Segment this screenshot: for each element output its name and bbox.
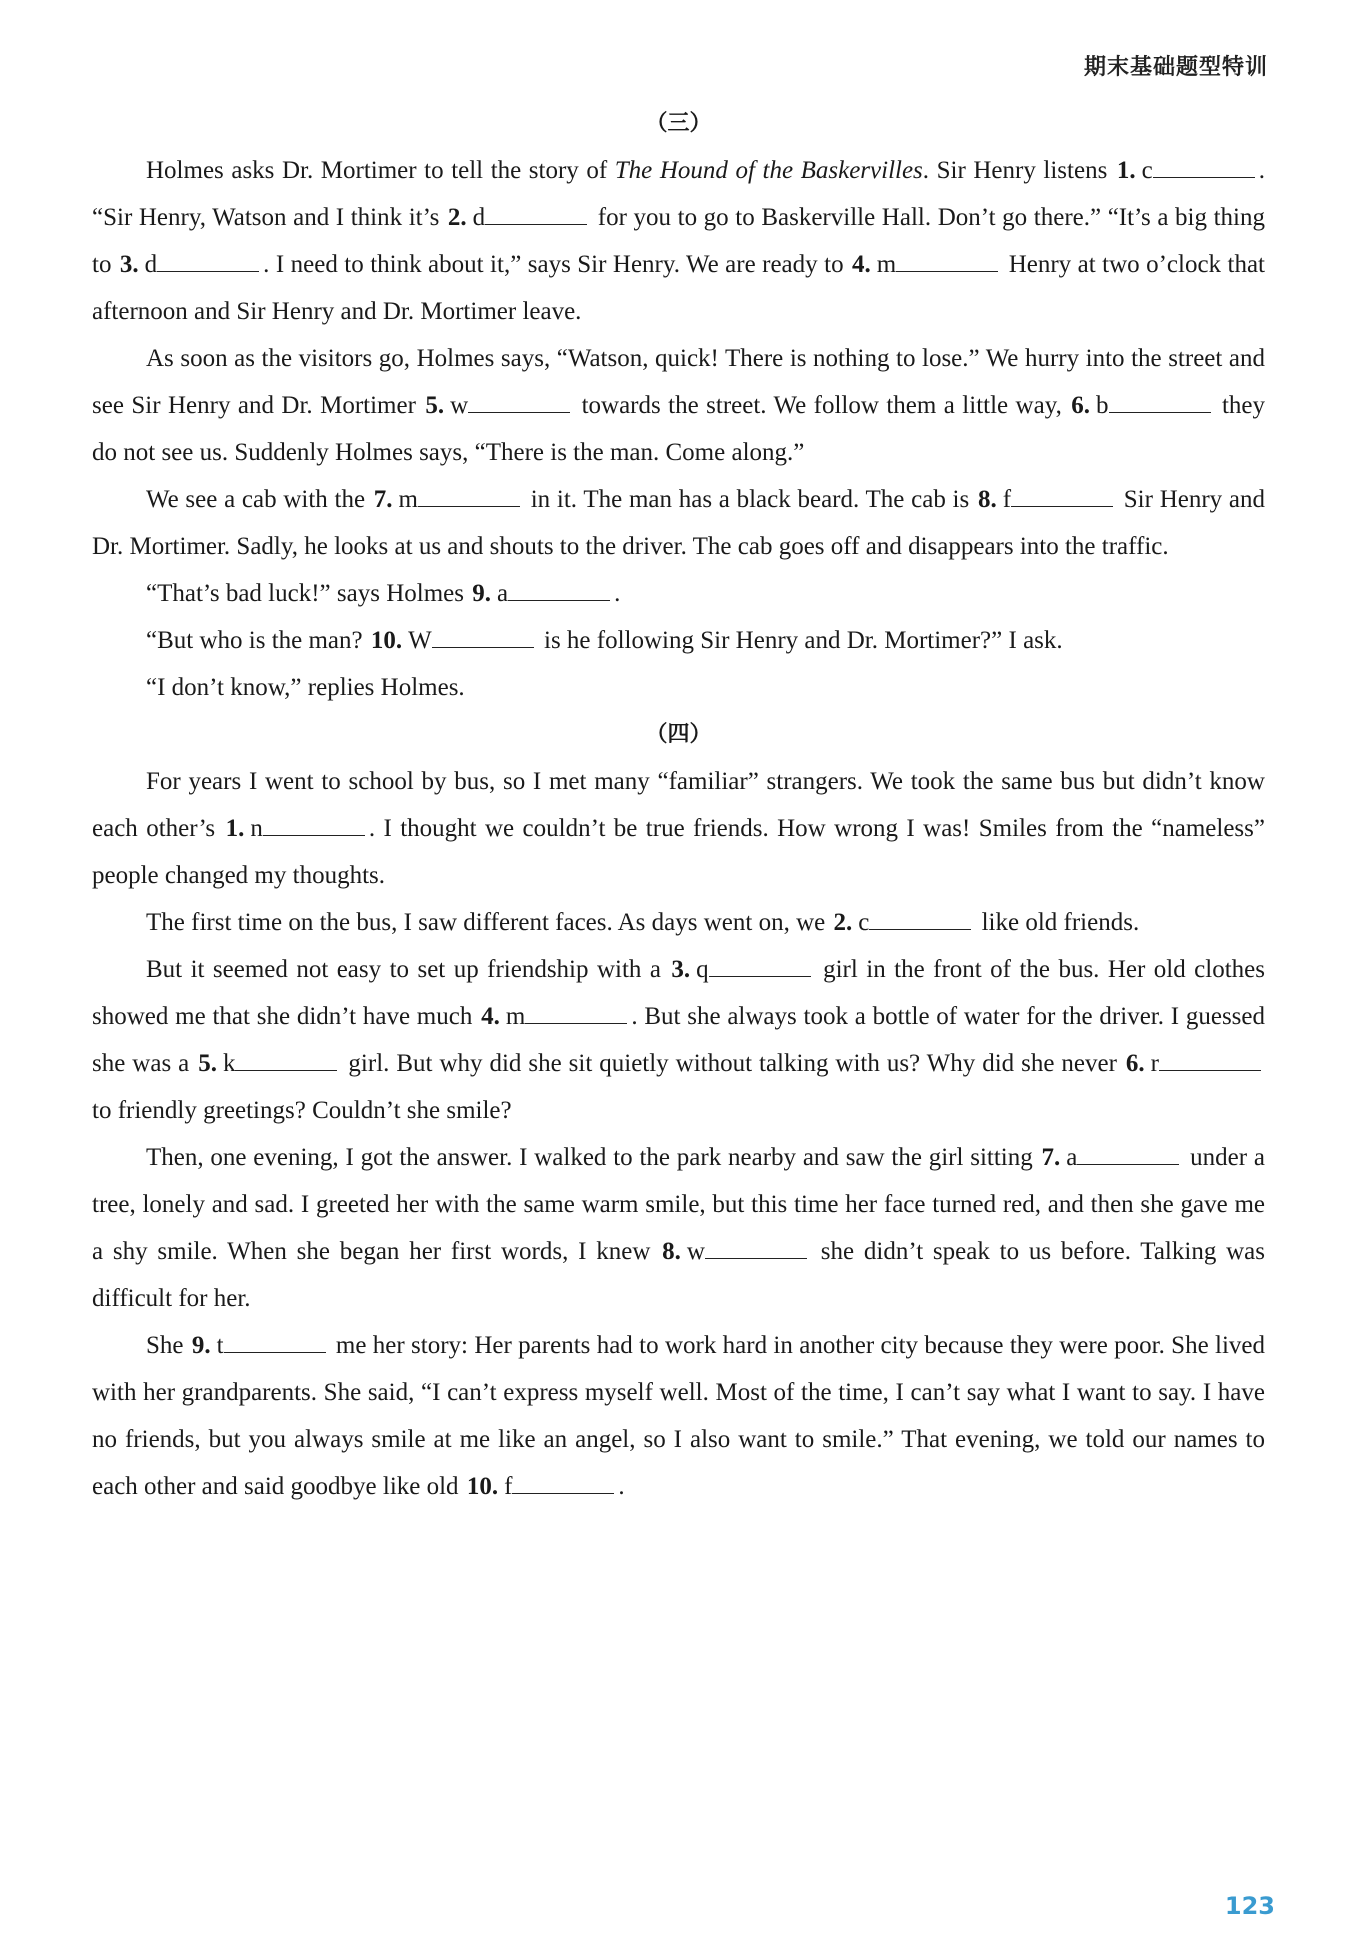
blank-s4-9[interactable] <box>224 1330 326 1353</box>
blank-s3-9[interactable] <box>508 578 610 601</box>
content <box>92 100 1265 1510</box>
blank-s3-1[interactable] <box>1153 155 1255 178</box>
blank-s3-7[interactable] <box>418 484 520 507</box>
blank-s3-10[interactable] <box>432 625 534 648</box>
header-title: 期末基础题型特训 <box>1083 55 1268 80</box>
blank-s3-5[interactable] <box>468 390 570 413</box>
s4-paragraph-5: She 9. t me her story: Her parents had to work hard in another city because they were poor. She lived with her grandparents. She said, “I can’t express myself well. Most of the time, I can’t say what I want to say. I have no friends, but you always smile at me like an angel, so I also want to smile.” That evening, we told our names to each other and said goodbye like old 10. f . <box>92 1332 1266 1500</box>
blank-s4-6[interactable] <box>1159 1048 1261 1071</box>
blank-s4-3[interactable] <box>709 954 811 977</box>
blank-s4-7[interactable] <box>1077 1142 1179 1165</box>
s3-paragraph-5: “But who is the man? 10. W is he following Sir Henry and Dr. Mortimer?” I ask. <box>146 627 1063 654</box>
blank-s3-8[interactable] <box>1011 484 1113 507</box>
blank-s3-3[interactable] <box>157 249 259 272</box>
blank-s3-2[interactable] <box>485 202 587 225</box>
s4-paragraph-3: But it seemed not easy to set up friendship with a 3. q girl in the front of the bus. Her old clothes showed me that she didn’t have much 4. m . But she always took a bottle of water for the driver. I guessed she was a 5. k girl. But why did she sit quietly without talking with us? Why did she never 6. r to friendly greetings? Couldn’t she smile? <box>92 956 1265 1124</box>
blank-s4-8[interactable] <box>705 1236 807 1259</box>
blank-s4-5[interactable] <box>235 1048 337 1071</box>
blank-s4-2[interactable] <box>869 907 971 930</box>
section-3-title: （三） <box>645 111 712 136</box>
blank-s4-1[interactable] <box>263 813 365 836</box>
s3-paragraph-2: As soon as the visitors go, Holmes says, “Watson, quick! There is nothing to lose.” We hurry into the street and see Sir Henry and Dr. Mortimer 5. w towards the street. We follow them a little way, 6. b they do not see us. Suddenly Holmes says, “There is the man. Come along.” <box>92 345 1266 466</box>
s4-paragraph-2: The first time on the bus, I saw different faces. As days went on, we 2. c like old friends. <box>146 909 1140 936</box>
s4-paragraph-4: Then, one evening, I got the answer. I walked to the park nearby and saw the girl sitting 7. a under a tree, lonely and sad. I greeted her with the same warm smile, but this time her face turned red, and then she gave me a shy smile. When she began her first words, I knew 8. w she didn’t speak to us before. Talking was difficult for her. <box>92 1144 1265 1312</box>
page-number: 123 <box>1224 1892 1275 1920</box>
book-title: The Hound of the Baskervilles <box>614 157 923 184</box>
blank-s3-4[interactable] <box>896 249 998 272</box>
blank-s3-6[interactable] <box>1109 390 1211 413</box>
s4-paragraph-1: For years I went to school by bus, so I met many “familiar” strangers. We took the same bus but didn’t know each other’s 1. n . I thought we couldn’t be true friends. How wrong I was! Smiles from the “nameless” people changed my thoughts. <box>92 768 1265 889</box>
s3-paragraph-3: We see a cab with the 7. m in it. The man has a black beard. The cab is 8. f Sir Henry and Dr. Mortimer. Sadly, he looks at us and shouts to the driver. The cab goes off and disappears into the traffic. <box>92 486 1265 560</box>
blank-s4-10[interactable] <box>512 1471 614 1494</box>
blank-s4-4[interactable] <box>525 1001 627 1024</box>
s3-paragraph-4: “That’s bad luck!” says Holmes 9. a . <box>146 580 621 607</box>
section-4-title: （四） <box>645 722 712 747</box>
s3-paragraph-1: Holmes asks Dr. Mortimer to tell the story of The Hound of the Baskervilles. Sir Henry listens 1. c . “Sir Henry, Watson and I think it’s 2. d for you to go to Baskerville Hall. Don’t go there.” “It’s a big thing to 3. d . I need to think about it,” says Sir Henry. We are ready to 4. m Henry at two o’clock that afternoon and Sir Henry and Dr. Mortimer leave. <box>92 157 1266 325</box>
s3-paragraph-6: “I don’t know,” replies Holmes. <box>146 674 465 701</box>
